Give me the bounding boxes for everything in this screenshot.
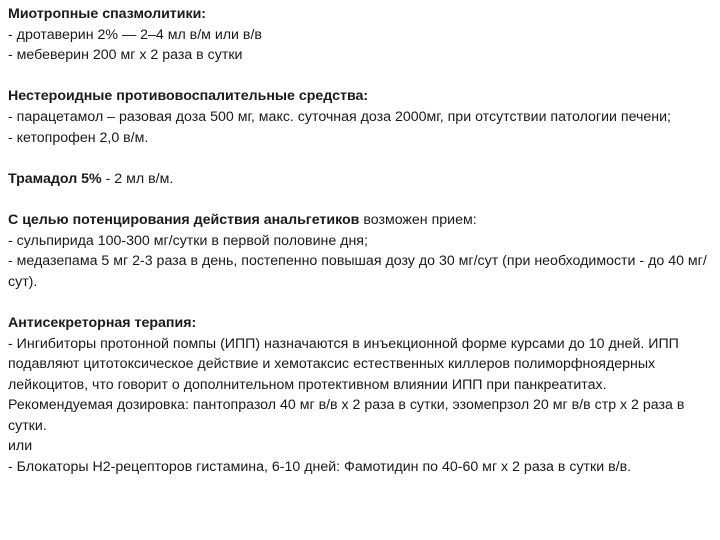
heading-text: Миотропные спазмолитики: — [8, 6, 207, 22]
drug-line-medazepam: - медазепама 5 мг 2-3 раза в день, постепенно повышая дозу до 30 мг/сут (при необходимости - до 40 мг/сут). — [8, 253, 707, 290]
heading-text: Антисекреторная терапия: — [8, 314, 197, 331]
drug-line-sulpiride: - сульпирида 100-300 мг/сутки в первой половине дня; — [8, 232, 368, 249]
bold-text: Трамадол 5% — [8, 170, 102, 187]
section-heading — [8, 210, 710, 231]
drug-line-mebeverine: - мебеверин 200 мг х 2 раза в сутки — [8, 47, 243, 64]
section-analgesic-potentiation — [8, 210, 710, 292]
spacer — [8, 148, 710, 169]
section-antisecretory-therapy — [8, 313, 710, 478]
spacer — [8, 66, 710, 87]
plain-text: возможен прием: — [359, 211, 477, 228]
section-myotropic-antispasmodics — [8, 4, 710, 66]
plain-text: - 2 мл в/м. — [101, 170, 174, 187]
spacer — [8, 189, 710, 210]
heading-text: Нестероидные противовоспалительные средства: — [8, 88, 369, 105]
drug-line-drotaverine: - дротаверин 2% — 2–4 мл в/м или в/в — [8, 26, 262, 43]
drug-line-paracetamol: - парацетамол – разовая доза 500 мг, макс. суточная доза 2000мг, при отсутствии патологии печени; — [8, 108, 671, 125]
section-heading — [8, 313, 710, 334]
section-heading — [8, 4, 710, 25]
drug-line-ketoprofen: - кетопрофен 2,0 в/м. — [8, 129, 149, 146]
section-nsaid — [8, 86, 710, 148]
drug-line-tramadol — [8, 169, 710, 190]
drug-line-ppi: - Ингибиторы протонной помпы (ИПП) назначаются в инъекционной форме курсами до 10 дней. ИПП подавляют цитотоксическое действие и хемотаксис естественных киллеров полиморфноядерных лейкоцитов, что говорит о дополнительном протективном влиянии ИПП при панкреатитах. Рекомендуемая дозировка: пантопразол 40 мг в/в х 2 раза в сутки, эзомепрзол 20 мг в/в стр х 2 раза в сутки. — [8, 335, 685, 434]
section-heading — [8, 86, 710, 107]
or-text: или — [8, 438, 33, 455]
bold-text: С целью потенцирования действия анальгетиков — [8, 211, 360, 228]
section-tramadol — [8, 169, 710, 190]
drug-line-h2-blockers: - Блокаторы Н2-рецепторов гистамина, 6-10 дней: Фамотидин по 40-60 мг х 2 раза в сутки в/в. — [8, 459, 632, 476]
spacer — [8, 292, 710, 313]
